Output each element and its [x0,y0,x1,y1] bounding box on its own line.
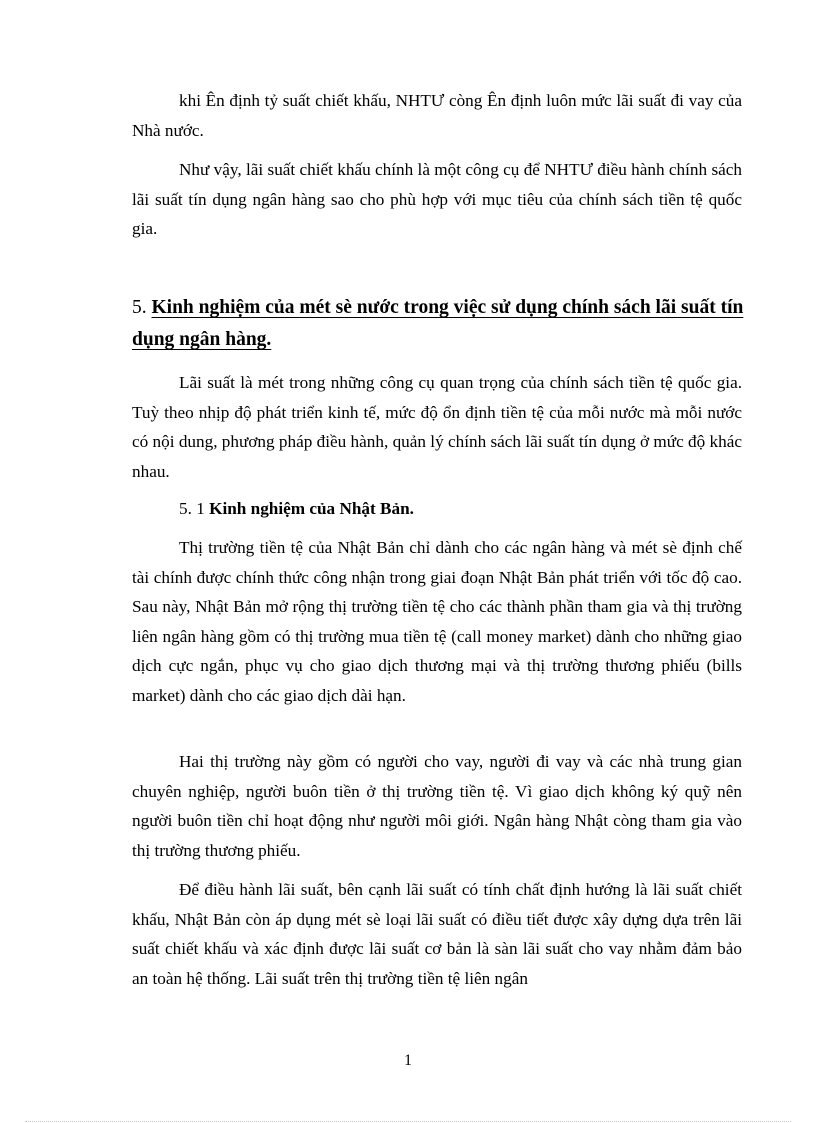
subsection-title: Kinh nghiệm của Nhật Bản. [209,499,414,518]
paragraph-6: Để điều hành lãi suất, bên cạnh lãi suất có tính chất định hướng là lãi suất chiết khấu, Nhật Bản còn áp dụng mét sè loại lãi suất có điều tiết được xây dựng dựa trên lãi suất chiết khấu và xác định được lãi suất cơ bản là sàn lãi suất cho vay nhằm đảm bảo an toàn hệ thống. Lãi suất trên thị trường tiền tệ liên ngân [132,880,742,988]
subsection-heading [179,494,414,524]
paragraph-1: khi Ên định tỷ suất chiết khấu, NHTƯ còng Ên định luôn mức lãi suất đi vay của Nhà nước. [132,91,742,140]
paragraph-2: Như vậy, lãi suất chiết khấu chính là một công cụ để NHTƯ điều hành chính sách lãi suất tín dụng ngân hàng sao cho phù hợp với mục tiêu của chính sách tiền tệ quốc gia. [132,160,742,239]
page-border-dotted-line [25,1121,791,1122]
paragraph-4: Thị trường tiền tệ của Nhật Bản chỉ dành cho các ngân hàng và mét sè định chế tài chính được chính thức công nhận trong giai đoạn Nhật Bản phát triển với tốc độ cao. Sau này, Nhật Bản mở rộng thị trường tiền tệ cho các thành phần tham gia và thị trường liên ngân hàng gồm có thị trường mua tiền tệ (call money market) dành cho những giao dịch cực ngắn, phục vụ cho giao dịch thương mại và thị trường thương phiếu (bills market) dành cho các giao dịch dài hạn. [132,538,742,705]
section-title: Kinh nghiệm của mét sè nước trong việc sử dụng chính sách lãi suất tín dụng ngân hàng. [132,297,744,350]
paragraph-5: Hai thị trường này gồm có người cho vay, người đi vay và các nhà trung gian chuyên nghiệp, người buôn tiền ở thị trường tiền tệ. Vì giao dịch không ký quỹ nên người buôn tiền chỉ hoạt động như người môi giới. Ngân hàng Nhật còng tham gia vào thị trường thương phiếu. [132,752,742,860]
section-number: 5. [132,297,147,318]
section-heading [132,292,748,356]
page-number: 1 [404,1052,412,1069]
subsection-number: 5. 1 [179,499,205,518]
paragraph-3: Lãi suất là mét trong những công cụ quan trọng của chính sách tiền tệ quốc gia. Tuỳ theo nhịp độ phát triển kinh tế, mức độ ổn định tiền tệ của mỗi nước mà mỗi nước có nội dung, phương pháp điều hành, quản lý chính sách lãi suất tín dụng ở mức độ khác nhau. [132,373,742,481]
